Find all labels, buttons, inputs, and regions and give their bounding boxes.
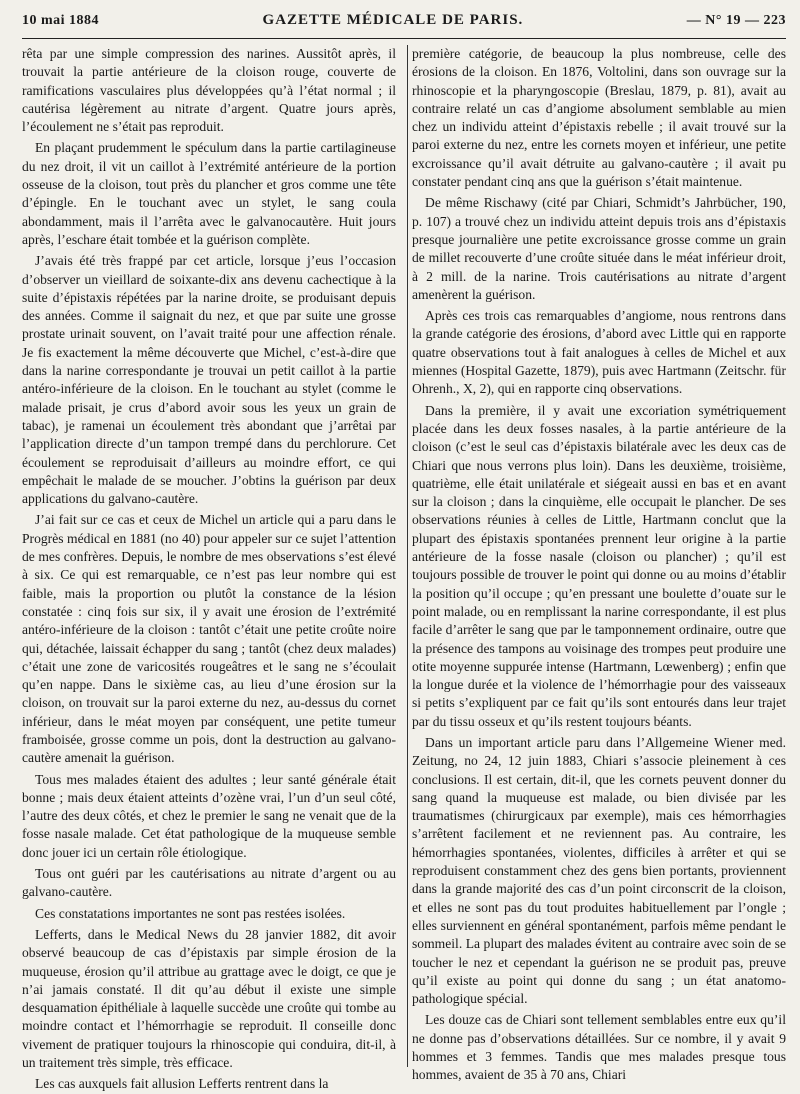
- header-page-number: — N° 19 — 223: [686, 13, 786, 28]
- paragraph: Tous ont guéri par les cautérisations au nitrate d’argent ou au galvano-cautère.: [22, 866, 396, 900]
- paragraph: En plaçant prudemment le spéculum dans la partie cartilagineuse du nez droit, il vit un caillot à l’extrémité antérieure de la portion osseuse de la cloison, tout près du plancher et gros comme une tête d’épingle. En le touchant avec un stylet, le sang coula abondamment, mais il l’arrêta avec le galvanocautère. Huit jours après, l’eschare était tombée et la guérison complète.: [22, 140, 396, 247]
- paragraph: rêta par une simple compression des narines. Aussitôt après, il trouvait la partie antérieure de la cloison rouge, couverte de ramifications vasculaires plus développées qu’à l’état normal ; il cautérisa légèrement au nitrate d’argent. Quatre jours après, l’écoulement ne s’était pas reproduit.: [22, 46, 396, 135]
- paragraph: De même Rischawy (cité par Chiari, Schmidt’s Jahrbücher, 190, p. 107) a trouvé chez un individu atteint depuis trois ans d’épistaxis presque journalière une petite excroissance grosse comme un grain de millet recouverte d’une croûte située dans le méat inférieur droit, à 2 mill. de la narine. Trois cautérisations au nitrate d’argent amenèrent la guérison.: [412, 195, 786, 302]
- header-title: GAZETTE MÉDICALE DE PARIS.: [262, 12, 524, 28]
- article-columns: [22, 45, 786, 1092]
- column-divider: [407, 45, 408, 1067]
- left-column: [22, 45, 396, 1092]
- paragraph: Après ces trois cas remarquables d’angiome, nous rentrons dans la grande catégorie des érosions, d’abord avec Little qui en rapporte quatre observations tout à fait analogues à celles de Michel et aux miennes (Hospital Gazette, 1879), puis avec Hartmann (Zeitschr. für Ohrenh., X, 2), qui en rapporte cinq observations.: [412, 308, 786, 397]
- paragraph: Les cas auxquels fait allusion Lefferts rentrent dans la: [35, 1076, 329, 1092]
- paragraph: Ces constatations importantes ne sont pas restées isolées.: [35, 905, 346, 921]
- header-date: 10 mai 1884: [22, 13, 100, 28]
- paragraph: Les douze cas de Chiari sont tellement semblables entre eux qu’il ne donne pas d’observations détaillées. Sur ce nombre, il y avait 9 hommes et 3 femmes. Tandis que mes malades presque tous hommes, avaient de 35 à 70 ans, Chiari: [412, 1012, 786, 1083]
- paragraph: Dans la première, il y avait une excoriation symétriquement placée dans les deux fosses nasales, à la partie antérieure de la cloison (c’est le seul cas d’épistaxis bilatérale avec les deux cas de Chiari que nous verrons plus loin). Dans les deuxième, troisième, quatrième, elle était unilatérale et siégeait aussi en bas et en avant sur la cloison ; dans la cinquième, elle occupait le plancher. De ses observations réunies à celles de Little, Hartmann conclut que la plupart des épistaxis spontanées prennent leur origine à la partie antérieure de la fosse nasale (cloison ou plancher) ; qu’il est toujours possible de trouver le point qui donne ou au moins d’établir la position qu’il occupe ; qu’en pressant une boulette d’ouate sur le point malade, ou en remplissant la narine correspondante, il est plus facile d’arrêter le sang que par le tamponnement ordinaire, outre que la présence des tampons au voisinage des trompes peut produire une otite moyenne suppurée intense (Hartmann, Lœwenberg) ; enfin que la longue durée et la violence de l’hémorrhagie pour des vaisseaux si petits s’expliquent par ce fait qu’ils sont entourés dans leur trajet par du tissu osseux et qu’ils restent toujours béants.: [412, 402, 786, 729]
- paragraph: Lefferts, dans le Medical News du 28 janvier 1882, dit avoir observé beaucoup de cas d’épistaxis par simple érosion de la muqueuse, érosion qu’il attribue au grattage avec le doigt, ce que je n’ai jamais constaté. Il dit qu’au début il existe une simple desquamation épithéliale à laquelle succède une croûte qui tombe au moindre contact et l’hémorrhagie se reproduit. Il conseille donc vivement de pratiquer toujours la rhinoscopie qui conduira, dit-il, à un traitement très simple, très efficace.: [22, 926, 396, 1071]
- page-header: [22, 12, 786, 39]
- paragraph: Dans un important article paru dans l’Allgemeine Wiener med. Zeitung, no 24, 12 juin 1883, Chiari s’associe pleinement à ces conclusions. Il est certain, dit-il, que les cornets peuvent donner du sang quand la muqueuse est malade, ou bien divisée par les traumatismes (chirurgicaux par exemple), mais ces hémorrhagies s’arrêtent facilement et ne reviennent pas. Au contraire, les hémorrhagies spontanées, violentes, difficiles à arrêter et qui se reproduisent constamment chez des gens bien portants, proviennent dans la grande majorité des cas d’un point circonscrit de la cloison, et elles ne sont pas du tout produites habituellement par l’ongle ; elles surviennent en général spontanément, parfois même pendant le sommeil. La plupart des malades évitent au contraire avec soin de se toucher le nez et cependant la guérison ne se produit pas, preuve qu’il existe au point qui donne du sang ; un état anatomo-pathologique spécial.: [412, 734, 786, 1007]
- paragraph: Tous mes malades étaient des adultes ; leur santé générale était bonne ; mais deux étaient atteints d’ozène vrai, l’un d’un seul côté, l’autre des deux côtés, et chez le premier le sang ne venait que de la fosse nasale malade. Cet état pathologique de la muqueuse semble donc jouer ici un certain rôle étiologique.: [22, 771, 396, 860]
- paragraph: première catégorie, de beaucoup la plus nombreuse, celle des érosions de la cloison. En 1876, Voltolini, dans son ouvrage sur la rhinoscopie et la pharyngoscopie (Breslau, 1879, p. 81), avait au contraire relaté un cas d’angiome absolument semblable au mien chez un individu atteint d’épistaxis rebelle ; il avait trouvé sur la paroi externe du nez, entre les cornets moyen et inférieur, une petite excroissance qu’il avait détruite au galvano-cautère ; il avait pu constater pendant cinq ans que la guérison s’était maintenue.: [412, 46, 786, 190]
- paragraph: J’ai fait sur ce cas et ceux de Michel un article qui a paru dans le Progrès médical en 1881 (no 40) pour appeler sur ce sujet l’attention de mes confrères. Depuis, le nombre de mes observations s’est élevé à six. Ce qui est remarquable, ce n’est pas leur nombre qui est faible, mais la proportion ou plutôt la constance de la lésion constatée : cinq fois sur six, il y avait une érosion de l’extrémité antéro-inférieure de la cloison : tantôt c’était une petite croûte noire qui, détachée, laissait échapper du sang ; tantôt (chez deux malades) c’était une zone de varicosités rougeâtres et le sang ne s’écoulait qu’en nappe. Dans le sixième cas, au lieu d’une érosion sur la cloison, on trouvait sur la paroi externe du nez, au-dessus du cornet inférieur, dans le méat moyen par conséquent, une petite tumeur framboisée, grosse comme un pois, dont la destruction au galvano-cautère amenait la guérison.: [22, 512, 396, 766]
- paragraph: J’avais été très frappé par cet article, lorsque j’eus l’occasion d’observer un vieillard de soixante-dix ans devenu cachectique à la suite d’épistaxis répétées par la narine droite, se produisant depuis des années. Comme il saignait du nez, et que par suite une grosse prostate urinait souvent, on l’avait traité pour une affection rénale. Je fis exactement la même découverte que Michel, c’est-à-dire que dans la narine correspondante je trouvai un petit caillot à la partie antéro-inférieure de la cloison. En le touchant au stylet (comme le malade prisait, je crus d’abord avoir sous les yeux un grain de tabac), je ramenai un écoulement très abondant que j’arrêtai par l’application directe d’un tampon trempé dans du perchlorure. Cet écoulement se reproduisait d’ailleurs au moindre effort, ce qui empêchait le malade de se moucher. J’obtins la guérison par deux applications du galvano-cautère.: [22, 253, 396, 507]
- right-column: [412, 45, 786, 1083]
